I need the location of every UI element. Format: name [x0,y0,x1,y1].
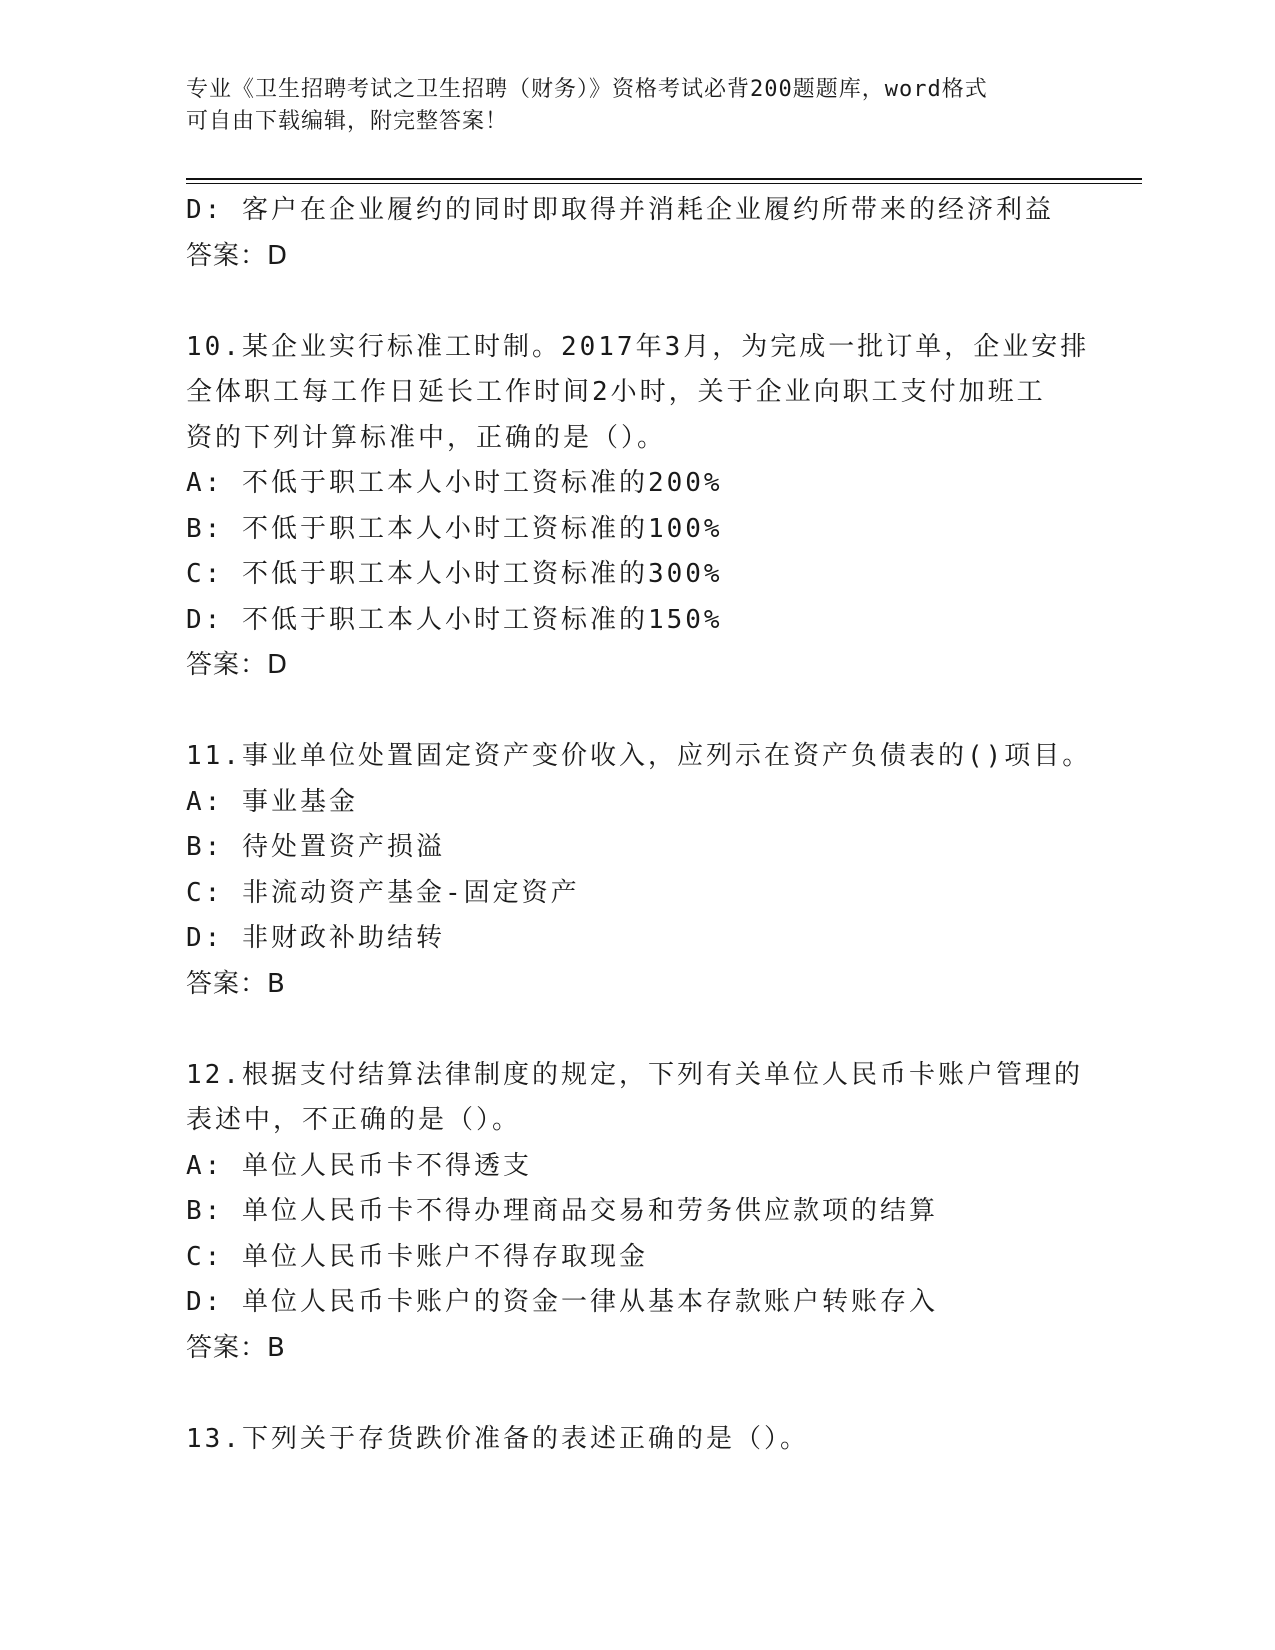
option-b: B: 单位人民币卡不得办理商品交易和劳务供应款项的结算 [186,1196,938,1226]
answer-line: 答案：B [186,968,286,999]
question-stem-line: 13.下列关于存货跌价准备的表述正确的是（）。 [186,1423,809,1454]
question-stem-line: 11.事业单位处置固定资产变价收入，应列示在资产负债表的()项目。 [186,741,1092,771]
option-d: D: 客户在企业履约的同时即取得并消耗企业履约所带来的经济利益 [186,195,1054,225]
spacer [186,1371,1126,1417]
header-rule-thick [186,178,1142,180]
question-stem-line: 12.根据支付结算法律制度的规定，下列有关单位人民币卡账户管理的 [186,1059,1083,1090]
question-stem-line: 表述中，不正确的是（）。 [186,1105,522,1135]
option-c: C: 非流动资产基金-固定资产 [186,877,580,908]
document-header [186,74,1086,138]
header-rule-thin [186,183,1142,184]
option-d: D: 不低于职工本人小时工资标准的150% [186,604,723,635]
answer-line: 答案：D [186,650,289,680]
option-a: A: 单位人民币卡不得透支 [186,1150,532,1181]
option-d: D: 非财政补助结转 [186,923,445,953]
option-c: C: 不低于职工本人小时工资标准的300% [186,559,723,589]
option-d: D: 单位人民币卡账户的资金一律从基本存款账户转账存入 [186,1287,938,1317]
header-line-2: 可自由下载编辑，附完整答案！ [186,109,509,134]
spacer [186,1007,1126,1053]
question-11 [186,734,1126,1007]
header-line-1: 专业《卫生招聘考试之卫生招聘（财务）》资格考试必背200题题库，word格式 [186,77,988,102]
question-stem-line: 资的下列计算标准中，正确的是（）。 [186,422,667,453]
question-13 [186,1417,1126,1463]
spacer [186,689,1126,735]
option-b: B: 不低于职工本人小时工资标准的100% [186,513,723,544]
answer-line: 答案：B [186,1332,286,1363]
option-a: A: 不低于职工本人小时工资标准的200% [186,468,723,498]
question-stem-line: 全体职工每工作日延长工作时间2小时，关于企业向职工支付加班工 [186,377,1046,407]
option-a: A: 事业基金 [186,786,358,817]
option-c: C: 单位人民币卡账户不得存取现金 [186,1241,648,1272]
question-12 [186,1053,1126,1372]
answer-line: 答案：D [186,240,289,271]
question-stem-line: 10.某企业实行标准工时制。2017年3月，为完成一批订单，企业安排 [186,331,1090,362]
spacer [186,279,1126,325]
question-10 [186,325,1126,689]
option-b: B: 待处置资产损溢 [186,832,445,862]
question-content [186,188,1126,1462]
